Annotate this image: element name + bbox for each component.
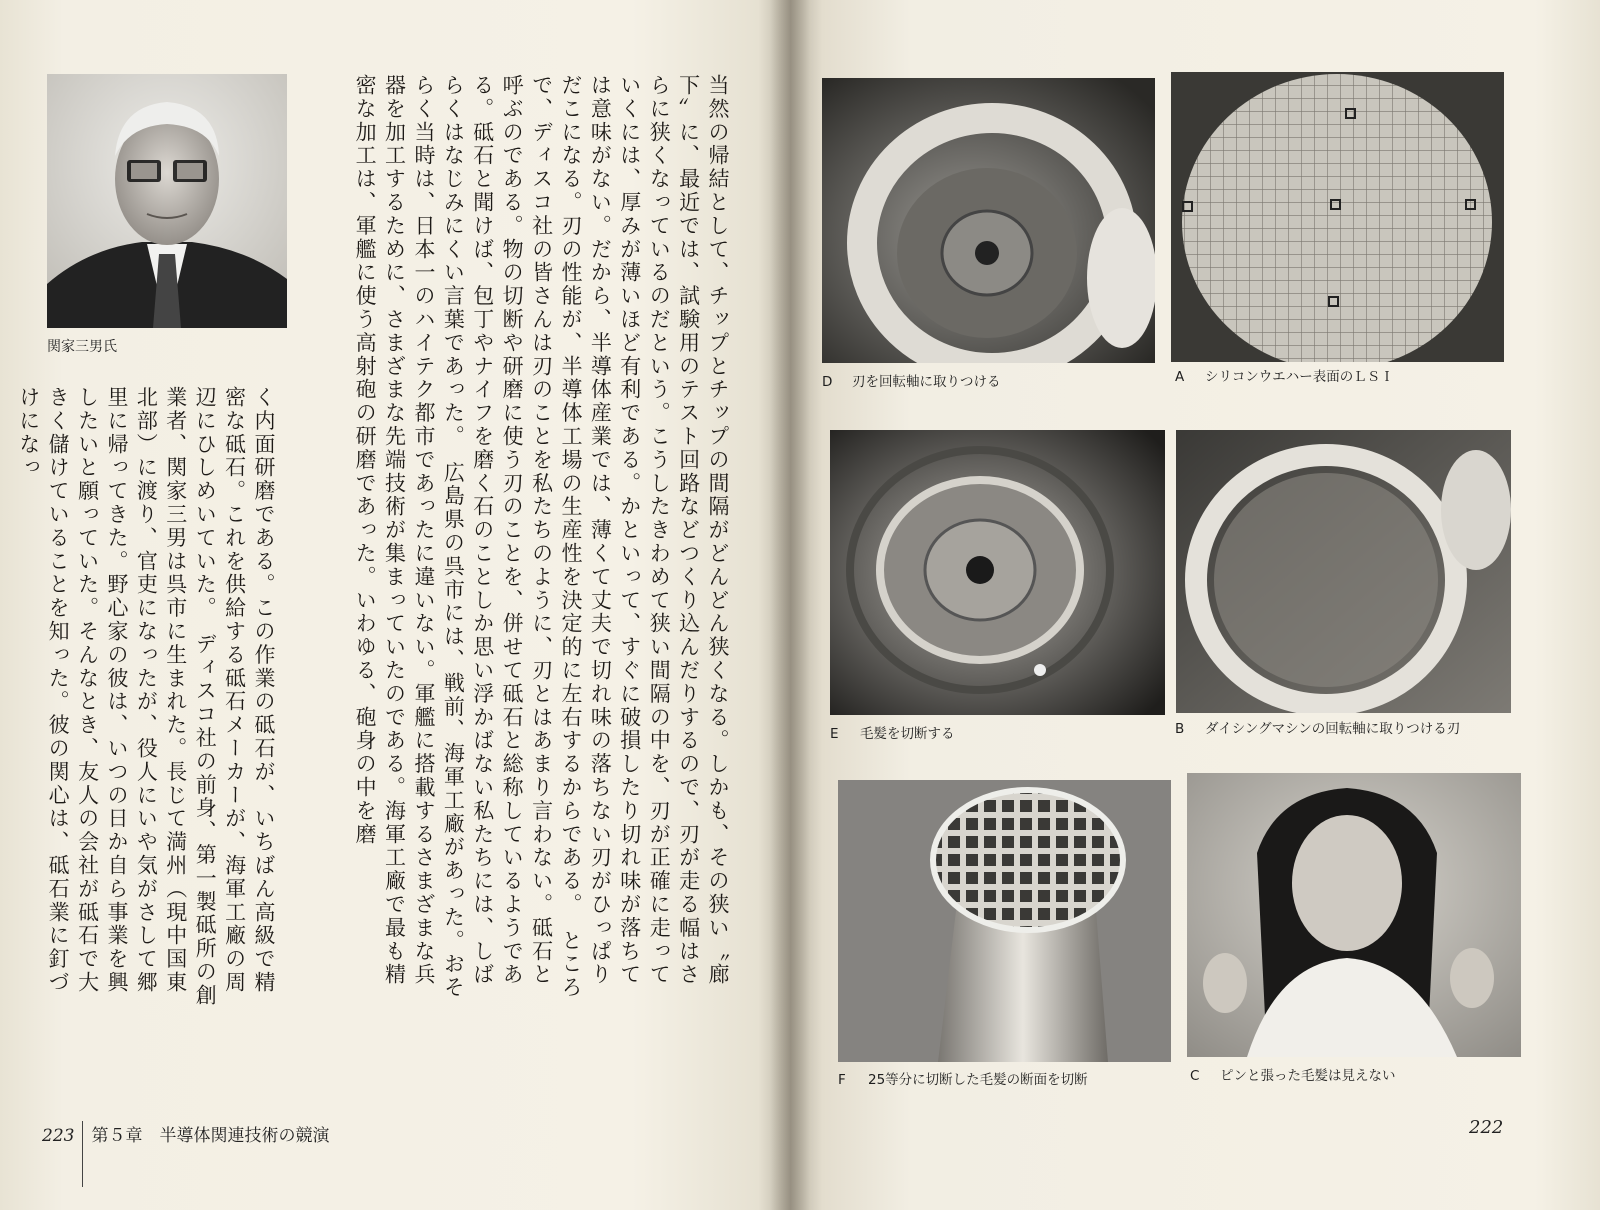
right-page-number: 222	[1469, 1117, 1504, 1138]
body-text-lower: く内面研磨である。この作業の砥石が、いちばん高級で精密な砥石。これを供給する砥石メーカーが、海軍工廠の周辺にひしめいていた。 ディスコ社の前身、第一製砥所の創業者、関家三男は呉市に生まれた。長じて満州（現中国東北部）に渡り、官吏になったが、役人にいや気がさして郷里に帰ってきた。野心家の彼は、いつの日か自ら事業を興したいと願っていた。そんなとき、友人の会社が砥石で大きく儲けていることを知った。彼の関心は、砥石業に釘づけになっ	[16, 386, 276, 1008]
running-head: 第５章 半導体関連技術の競演	[91, 1126, 330, 1146]
hair-cross-section-photo	[838, 780, 1171, 1062]
blade-mount-photo	[822, 78, 1155, 363]
left-footer	[42, 1121, 329, 1187]
book-gutter	[770, 0, 810, 1210]
dicing-spindle-photo	[830, 430, 1165, 715]
caption-f: F 25等分に切断した毛髪の断面を切断	[838, 1072, 1088, 1088]
footer-rule	[82, 1121, 83, 1187]
silicon-wafer-photo	[1171, 72, 1504, 362]
portrait-caption: 関家三男氏	[47, 339, 117, 355]
caption-a: A シリコンウエハー表面のＬＳＩ	[1175, 369, 1394, 385]
caption-e: E 毛髪を切断する	[830, 726, 955, 742]
caption-c: C ピンと張った毛髪は見えない	[1190, 1068, 1396, 1084]
woman-holding-hair-photo	[1187, 773, 1521, 1057]
blade-ring-photo	[1176, 430, 1511, 713]
caption-b: B ダイシングマシンの回転軸に取りつける刃	[1175, 721, 1461, 737]
body-text-upper: 当然の帰結として、チップとチップの間隔がどんどん狭くなる。しかも、その狭い〝廊下〟に、最近では、試験用のテスト回路などつくり込んだりするので、刃が走る幅はさらに狭くなっているのだという。こうしたきわめて狭い間隔の中を、刃が正確に走っていくには、厚みが薄いほど有利である。かといって、すぐに破損したり切れ味が落ちては意味がない。だから、半導体産業では、薄くて丈夫で切れ味の落ちない刃がひっぱりだこになる。刃の性能が、半導体工場の生産性を決定的に左右するからである。 ところで、ディスコ社の皆さんは刃のことを私たちのように、刃とはあまり言わない。砥石と呼ぶのである。物の切断や研磨に使う刃のことを、併せて砥石と総称しているようである。砥石と聞けば、包丁やナイフを磨く石のことしか思い浮かばない私たちには、しばらくはなじみにくい言葉であった。 広島県の呉市には、戦前、海軍工廠があった。おそらく当時は、日本一のハイテク都市であったに違いない。軍艦に搭載するさまざまな兵器を加工するために、さまざまな先端技術が集まっていたのである。海軍工廠で最も精密な加工は、軍艦に使う高射砲の研磨であった。いわゆる、砲身の中を磨	[353, 74, 730, 1000]
left-page-number: 223	[42, 1126, 75, 1146]
portrait-photo	[47, 74, 287, 328]
caption-d: D 刃を回転軸に取りつける	[822, 374, 1001, 390]
